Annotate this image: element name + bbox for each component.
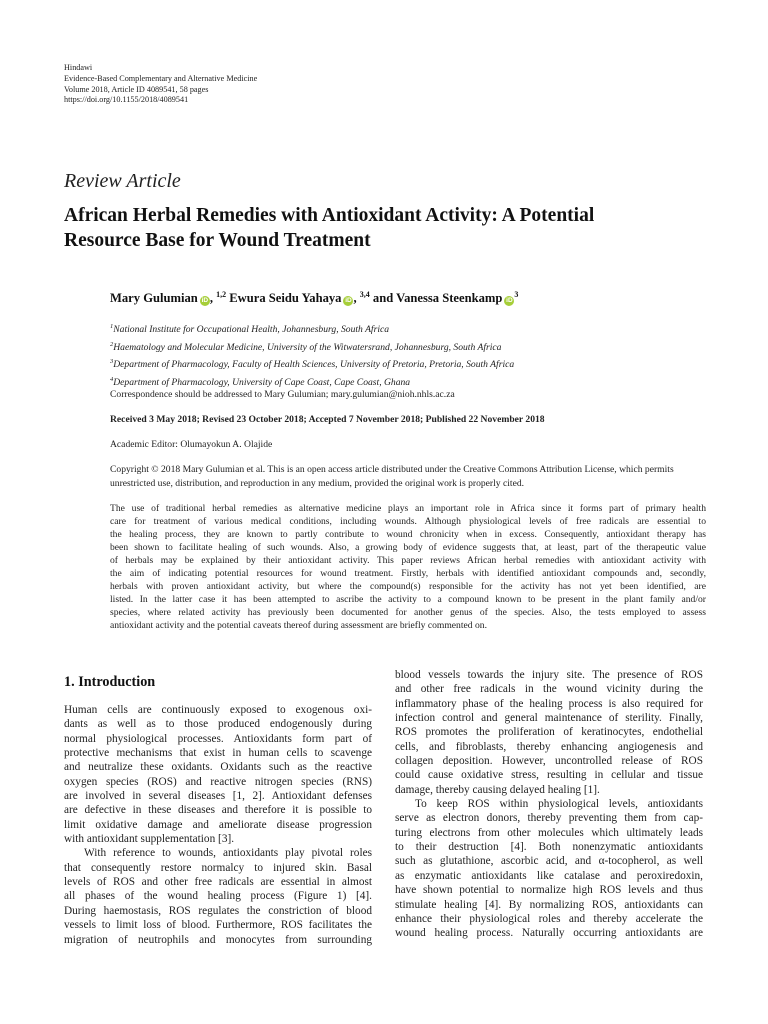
abstract-line: The use of traditional herbal remedies as alternative medicine plays an important role in Africa since it forms part of primary health — [110, 503, 706, 514]
author-sep: , — [353, 291, 360, 305]
doi-link[interactable]: https://doi.org/10.1155/2018/4089541 — [64, 95, 189, 105]
author-name[interactable]: Ewura Seidu Yahaya — [229, 291, 342, 305]
author-name[interactable]: Vanessa Steenkamp — [396, 291, 503, 305]
body-line: inflammatory phase of the healing process is also required for — [395, 697, 703, 710]
body-line: as enzymatic antioxidants like catalase and peroxiredoxin, — [395, 869, 703, 882]
copyright-notice: Copyright © 2018 Mary Gulumian et al. This is an open access article distributed under the Creative Commons Attribution License, which permits unrestricted use, distribution, and reproduction in any medium, provided the original work is properly cited. — [110, 464, 674, 489]
abstract-line: care for treatment of various medical conditions, including wounds. Although physiological levels of free radicals are essential to — [110, 515, 706, 527]
affiliation-ref: 3 — [514, 290, 519, 299]
body-line: protective mechanisms that exist in human cells to scavenge — [64, 747, 372, 760]
body-line: limit oxidative damage and ameliorate disease progression — [64, 818, 372, 831]
body-column-left — [64, 703, 372, 947]
abstract-line: the aim of indicating potential resources for wound treatment. Firstly, herbals with identified antioxidant compounds and, secondly, — [110, 567, 706, 579]
body-line: with antioxidant supplementation [3]. — [64, 833, 235, 846]
body-line: During haemostasis, ROS regulates the constriction of blood — [64, 904, 372, 917]
affiliation — [110, 355, 514, 373]
body-line: are involved in several diseases [1, 2]. Antioxidant defenses — [64, 790, 372, 803]
body-line: all phases of the wound healing process (Figure 1) [4]. — [64, 890, 372, 903]
affiliation-number: 3 — [110, 358, 114, 366]
body-line: turing electrons from other molecules which ultimately leads — [395, 826, 703, 839]
body-line: infection control and general maintenance of sterility. Finally, — [395, 712, 703, 725]
body-column-right — [395, 668, 703, 941]
abstract-line: listed. In the latter case it has been attempted to ascribe the activity to a compound known to be present in the plant family and/or — [110, 593, 706, 605]
volume-info: Volume 2018, Article ID 4089541, 58 pages — [64, 84, 209, 94]
title-line: African Herbal Remedies with Antioxidant Activity: A Potential — [64, 205, 595, 226]
affiliation-text: Haematology and Molecular Medicine, University of the Witwatersrand, Johannesburg, South Africa — [113, 341, 502, 353]
abstract — [110, 503, 706, 633]
affiliation-ref: 1,2 — [216, 290, 227, 299]
body-line: ROS promotes the proliferation of keratinocytes, endothelial — [395, 726, 703, 739]
body-line: With reference to wounds, antioxidants play pivotal roles — [84, 847, 372, 860]
body-line: wound healing process. Naturally occurring antioxidants are — [395, 927, 703, 940]
author-conjunction: and — [369, 291, 397, 305]
academic-editor: Academic Editor: Olumayokun A. Olajide — [110, 439, 273, 450]
affiliation-ref: 3,4 — [359, 290, 370, 299]
publication-dates: Received 3 May 2018; Revised 23 October 2018; Accepted 7 November 2018; Published 22 November 2018 — [110, 414, 545, 425]
publisher-name: Hindawi — [64, 63, 93, 72]
affiliation-number: 1 — [110, 323, 114, 330]
body-line: normal physiological processes. Antioxidants form part of — [64, 732, 372, 745]
author-sep: , — [209, 291, 217, 305]
body-line: and neutralize these oxidants. Oxidants such as the reactive — [64, 761, 372, 774]
affiliation-text: National Institute for Occupational Health, Johannesburg, South Africa — [113, 324, 390, 335]
body-line: and other free radicals in the wound vicinity during the — [395, 683, 703, 696]
body-line: stimulate healing [4]. By normalizing ROS, antioxidants can — [395, 898, 703, 911]
author-name[interactable]: Mary Gulumian — [110, 291, 198, 305]
body-line: blood vessels towards the injury site. The presence of ROS — [395, 669, 703, 681]
body-line: to their destruction [4]. Both nonenzymatic antioxidants — [395, 841, 703, 854]
abstract-line: herbals with proven antioxidant activity, but where the compound(s) responsible for the activity has not yet been identified, are — [110, 580, 706, 592]
orcid-icon[interactable]: iD — [201, 297, 209, 304]
affiliation-text: Department of Pharmacology, University of Cape Coast, Cape Coast, Ghana — [113, 376, 411, 388]
body-line: are defective in these diseases and therefore it is possible to — [64, 804, 372, 817]
article-title — [64, 203, 724, 253]
article-type: Review Article — [64, 170, 181, 192]
abstract-line: of herbals may be explained by their antioxidant activity. This paper reviews African herbal remedies with antioxidant activity with — [110, 554, 706, 566]
body-line: collagen deposition. However, uncontrolled release of ROS — [395, 755, 703, 768]
body-line: migration of neutrophils and monocytes from surrounding — [64, 933, 372, 946]
body-line: cells, and fibroblasts, thereby enhancing angiogenesis and — [395, 740, 703, 753]
body-line: levels of ROS and other free radicals are essential in almost — [64, 876, 372, 889]
affiliation-number: 4 — [110, 375, 114, 383]
body-line: oxygen species (ROS) and reactive nitrogen species (RNS) — [64, 775, 372, 788]
body-line: enhance their physiological roles and thereby accelerate the — [395, 912, 703, 925]
body-line: could cause oxidative stress, resulting in cellular and tissue — [395, 769, 703, 782]
journal-name: Evidence-Based Complementary and Alternative Medicine — [64, 73, 258, 83]
orcid-icon[interactable]: iD — [506, 297, 513, 304]
abstract-line: species, where related activity has previously been documented for another genus of the species. Also, the tests employed to assess — [110, 606, 706, 618]
orcid-icon[interactable]: iD — [345, 297, 352, 304]
abstract-line: been shown to facilitate healing of such wounds. Also, a growing body of evidence suggests that, at least, part of the therapeutic value — [110, 541, 706, 553]
correspondence: Correspondence should be addressed to Mary Gulumian; mary.gulumian@nioh.nhls.ac.za — [110, 389, 455, 400]
affiliation-number: 2 — [110, 340, 114, 348]
body-line: vessels to limit loss of blood. Furthermore, ROS facilitates the — [64, 919, 372, 932]
body-line: serve as electron donors, thereby preventing them from cap- — [395, 812, 703, 825]
body-line: have shown potential to normalize high ROS levels and thus — [395, 884, 703, 897]
body-line: that consequently restore normalcy to injured skin. Basal — [64, 861, 372, 874]
abstract-line: the healing process, they are known to partly contribute to wound chronicity when in excess. Consequently, antioxidant therapy has — [110, 528, 706, 540]
abstract-line: antioxidant activity and the potential caveats thereof during assessment are briefly commented on. — [110, 619, 487, 631]
affiliation — [110, 338, 514, 356]
section-heading: 1. Introduction — [64, 674, 156, 690]
body-line: damage, thereby causing delayed healing [1]. — [395, 783, 600, 796]
affiliation — [110, 320, 514, 338]
affiliation-list — [110, 320, 514, 390]
body-line: To keep ROS within physiological levels, antioxidants — [415, 798, 703, 811]
journal-header — [64, 63, 257, 106]
body-line: dants as well as to those produced endogenously during — [64, 718, 372, 731]
title-line: Resource Base for Wound Treatment — [64, 230, 371, 251]
body-line: Human cells are continuously exposed to exogenous oxi- — [64, 704, 372, 716]
body-line: such as glutathione, ascorbic acid, and α-tocopherol, as well — [395, 855, 703, 868]
affiliation — [110, 373, 514, 391]
affiliation-text: Department of Pharmacology, Faculty of Health Sciences, University of Pretoria, Pretoria, South Africa — [113, 359, 515, 371]
author-list — [110, 290, 518, 306]
